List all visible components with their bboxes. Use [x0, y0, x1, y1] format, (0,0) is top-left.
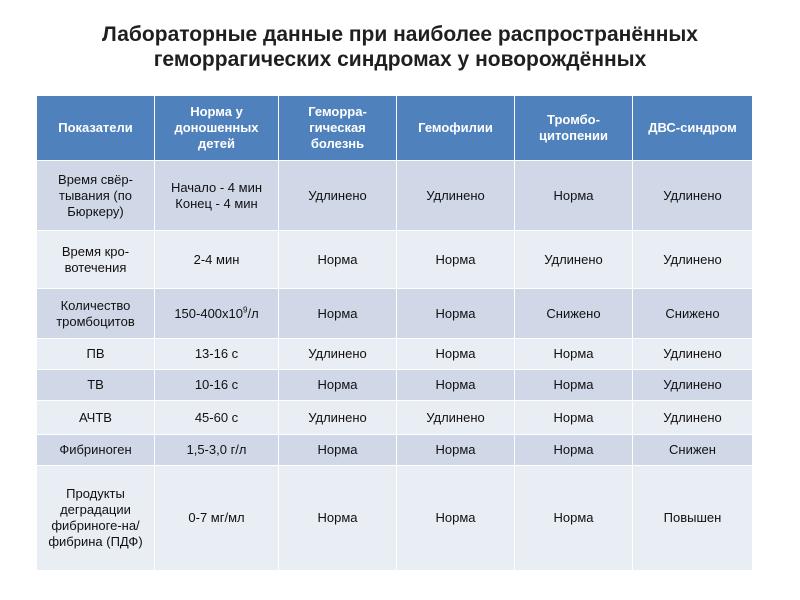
row-indicator: Продукты деградации фибриноге-на/фибрина (ПДФ) — [37, 466, 155, 571]
table-row — [37, 401, 753, 435]
row-hemorrhagic-value: Норма — [279, 289, 397, 339]
row-dic-value: Удлинено — [633, 231, 753, 289]
slide-title — [0, 22, 800, 72]
table-row — [37, 161, 753, 231]
row-thrombocytopenia-value: Норма — [515, 339, 633, 370]
header-hemophilia: Гемофилии — [397, 96, 515, 161]
row-dic-value: Удлинено — [633, 339, 753, 370]
row-norm: 13-16 с — [155, 339, 279, 370]
row-hemorrhagic-value: Удлинено — [279, 401, 397, 435]
table-row — [37, 231, 753, 289]
table-row — [37, 466, 753, 571]
table-header-row — [37, 96, 753, 161]
row-dic-value: Удлинено — [633, 161, 753, 231]
row-indicator: Время кро-вотечения — [37, 231, 155, 289]
row-hemophilia-value: Норма — [397, 231, 515, 289]
row-hemorrhagic-value: Удлинено — [279, 339, 397, 370]
slide-title-line-1: Лабораторные данные при наиболее распространённых — [102, 23, 698, 46]
table-row — [37, 339, 753, 370]
table-row — [37, 435, 753, 466]
row-dic-value: Удлинено — [633, 370, 753, 401]
row-hemophilia-value: Норма — [397, 370, 515, 401]
row-thrombocytopenia-value: Норма — [515, 435, 633, 466]
header-hemorrhagic-disease: Геморра-гическая болезнь — [279, 96, 397, 161]
row-thrombocytopenia-value: Норма — [515, 401, 633, 435]
row-indicator: ТВ — [37, 370, 155, 401]
lab-data-table — [36, 95, 753, 571]
row-hemophilia-value: Норма — [397, 339, 515, 370]
table-row — [37, 370, 753, 401]
table-row — [37, 289, 753, 339]
row-hemorrhagic-value: Удлинено — [279, 161, 397, 231]
header-norm: Норма у доношенных детей — [155, 96, 279, 161]
row-hemorrhagic-value: Норма — [279, 466, 397, 571]
row-norm: 45-60 с — [155, 401, 279, 435]
header-indicators: Показатели — [37, 96, 155, 161]
row-dic-value: Снижен — [633, 435, 753, 466]
norm-base: 150-400х10 — [174, 305, 243, 321]
row-thrombocytopenia-value: Норма — [515, 370, 633, 401]
row-hemorrhagic-value: Норма — [279, 435, 397, 466]
row-norm — [155, 161, 279, 231]
norm-unit: /л — [247, 305, 259, 321]
row-dic-value: Снижено — [633, 289, 753, 339]
row-hemophilia-value: Удлинено — [397, 161, 515, 231]
slide-title-line-2: геморрагических синдромах у новорождённых — [153, 48, 647, 71]
row-indicator: Время свёр-тывания (по Бюркеру) — [37, 161, 155, 231]
row-hemorrhagic-value: Норма — [279, 370, 397, 401]
norm-start: Начало - 4 мин — [170, 179, 263, 195]
row-norm: 1,5-3,0 г/л — [155, 435, 279, 466]
row-norm: 0-7 мг/мл — [155, 466, 279, 571]
norm-end: Конец - 4 мин — [175, 195, 258, 211]
header-dic-syndrome: ДВС-синдром — [633, 96, 753, 161]
row-norm: 10-16 с — [155, 370, 279, 401]
row-dic-value: Повышен — [633, 466, 753, 571]
row-thrombocytopenia-value: Снижено — [515, 289, 633, 339]
row-hemophilia-value: Норма — [397, 435, 515, 466]
row-hemophilia-value: Норма — [397, 466, 515, 571]
header-thrombocytopenia: Тромбо-цитопении — [515, 96, 633, 161]
row-thrombocytopenia-value: Норма — [515, 161, 633, 231]
row-indicator: АЧТВ — [37, 401, 155, 435]
row-norm: 2-4 мин — [155, 231, 279, 289]
row-indicator: ПВ — [37, 339, 155, 370]
row-indicator: Фибриноген — [37, 435, 155, 466]
row-hemorrhagic-value: Норма — [279, 231, 397, 289]
norm-exponent: 9 — [243, 305, 248, 315]
row-hemophilia-value: Норма — [397, 289, 515, 339]
row-indicator: Количество тромбоцитов — [37, 289, 155, 339]
row-hemophilia-value: Удлинено — [397, 401, 515, 435]
row-dic-value: Удлинено — [633, 401, 753, 435]
row-thrombocytopenia-value: Удлинено — [515, 231, 633, 289]
row-norm — [155, 289, 279, 339]
row-thrombocytopenia-value: Норма — [515, 466, 633, 571]
